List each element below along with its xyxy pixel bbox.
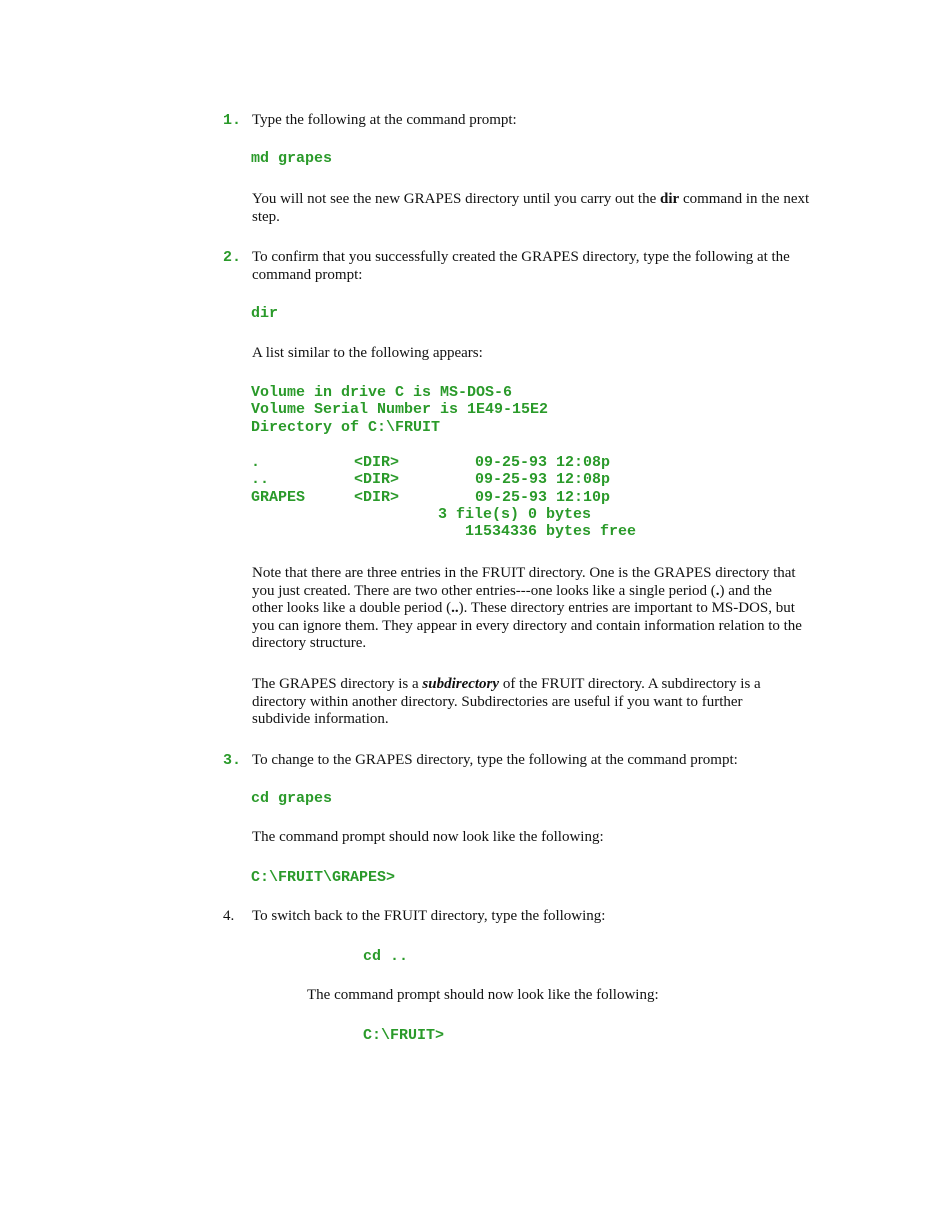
- dir-entry-type: <DIR>: [354, 489, 400, 506]
- explanation-paragraph: Note that there are three entries in the FRUIT directory. One is the GRAPES directory that you just created. There are two other entries---one looks like a single period (.) and the other looks like a double period (..). These directory entries are important to MS-DOS, but you can ignore them. They appear in every directory and contain information relation to the directory structure.: [252, 565, 802, 651]
- bytes-free: 11534336 bytes free: [465, 523, 637, 540]
- output-header-line: Volume in drive C is MS-DOS-6: [251, 384, 513, 401]
- dir-entry-type: <DIR>: [354, 454, 400, 471]
- output-header-line: Directory of C:\FRUIT: [251, 419, 441, 436]
- dir-entry-name: .: [251, 454, 261, 471]
- dir-keyword: dir: [660, 191, 680, 207]
- step-number: 4.: [223, 908, 235, 924]
- step-number: 2.: [223, 249, 242, 266]
- dir-entry-type: <DIR>: [354, 471, 400, 488]
- step-note: You will not see the new GRAPES directory until you carry out the dir command in the next step.: [252, 191, 810, 225]
- step-number: 1.: [223, 112, 242, 129]
- step-instruction: Type the following at the command prompt:: [252, 112, 517, 128]
- dir-entry-datetime: 09-25-93 12:08p: [475, 454, 611, 471]
- command-line: cd grapes: [251, 790, 333, 807]
- command-line: cd ..: [363, 948, 409, 965]
- command-prompt: C:\FRUIT\GRAPES>: [251, 869, 396, 886]
- command-line: md grapes: [251, 150, 333, 167]
- dir-entry-datetime: 09-25-93 12:10p: [475, 489, 611, 506]
- prompt-note: The command prompt should now look like the following:: [307, 987, 659, 1003]
- dir-entry-datetime: 09-25-93 12:08p: [475, 471, 611, 488]
- command-line: dir: [251, 305, 279, 322]
- dir-entry-name: ..: [251, 471, 270, 488]
- subdirectory-term: subdirectory: [422, 676, 500, 692]
- step-instruction: To change to the GRAPES directory, type the following at the command prompt:: [252, 752, 738, 768]
- list-intro: A list similar to the following appears:: [252, 345, 483, 361]
- step-instruction: To confirm that you successfully created the GRAPES directory, type the following at the command prompt:: [252, 249, 790, 283]
- file-count: 3 file(s) 0 bytes: [438, 506, 592, 523]
- step-instruction: To switch back to the FRUIT directory, type the following:: [252, 908, 606, 924]
- output-header-line: Volume Serial Number is 1E49-15E2: [251, 401, 549, 418]
- subdirectory-paragraph: The GRAPES directory is a subdirectory of the FRUIT directory. A subdirectory is a directory within another directory. Subdirectories are useful if you want to further subdivide information.: [252, 676, 761, 727]
- dir-entry-name: GRAPES: [251, 489, 306, 506]
- prompt-note: The command prompt should now look like the following:: [252, 829, 604, 845]
- step-number: 3.: [223, 752, 242, 769]
- command-prompt: C:\FRUIT>: [363, 1027, 445, 1044]
